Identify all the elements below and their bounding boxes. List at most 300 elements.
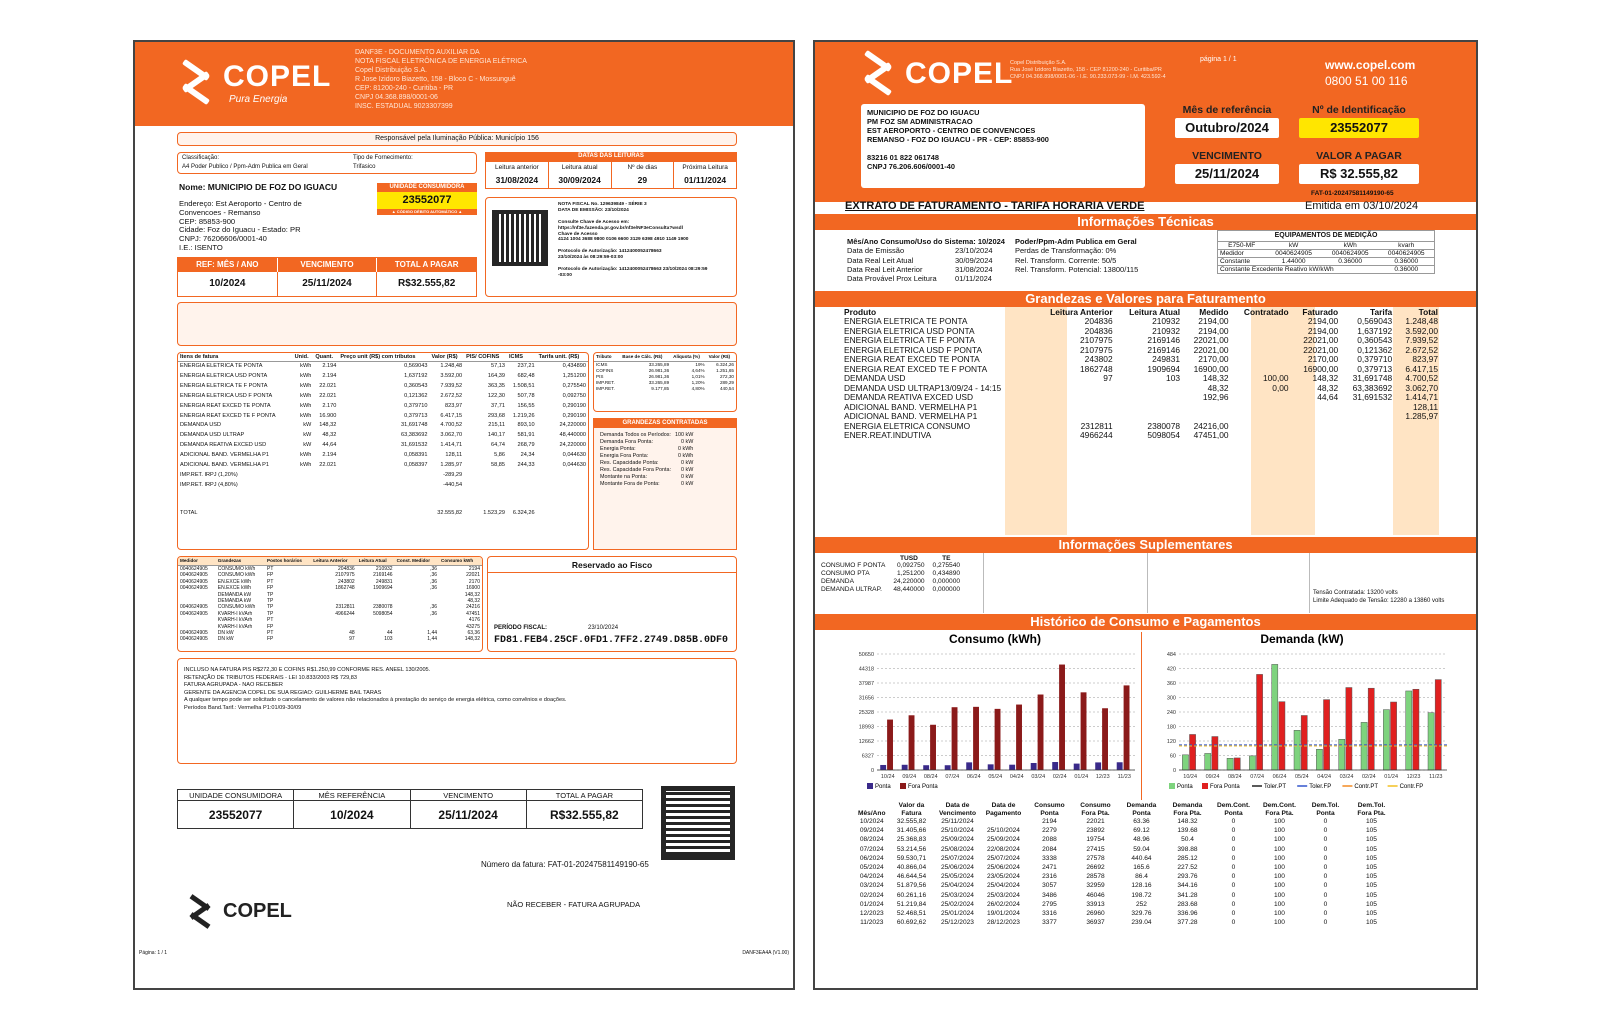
- meter-cell: 210932: [375, 566, 393, 572]
- hist-cell: 128.16: [1131, 882, 1152, 890]
- chart-title: Consumo (kWh): [949, 632, 1041, 646]
- hist-cell: 09/2024: [859, 827, 884, 835]
- meter-cell: 24216: [466, 604, 480, 611]
- tax-cell: 26.981,36: [648, 374, 670, 379]
- table-row: [178, 412, 588, 422]
- billing-cell: 210932: [1152, 325, 1181, 336]
- bar-ponta: [1249, 756, 1255, 770]
- billing-header-cell: Produto: [844, 307, 877, 317]
- tec-left-label: Data de Emissão: [847, 246, 905, 256]
- hist-cell: 48.96: [1133, 836, 1150, 844]
- meter-cell: 48,32: [467, 598, 480, 605]
- hist-cell: 105: [1365, 891, 1377, 899]
- reading-date-value: 29: [637, 175, 648, 185]
- items-cell: kWh: [300, 412, 312, 419]
- note-line: INCLUSO NA FATURA PIS R$272,30 E COFINS R$1.250,99 CONFORME RES. ANEEL 130/2005.: [184, 667, 431, 673]
- contracted-value: 100 kW: [675, 432, 694, 438]
- billing-cell: [1292, 431, 1342, 441]
- hist-cell: 0: [1231, 827, 1236, 835]
- items-cell: 0,360543: [404, 382, 428, 389]
- billing-cell: 1.285,97: [1405, 411, 1438, 421]
- sup-table: [817, 555, 964, 594]
- billing-header-cell: Leitura Atual: [1129, 307, 1181, 317]
- y-tick-label: 18993: [858, 724, 874, 731]
- hist-cell: 440.64: [1131, 854, 1152, 862]
- x-tick-label: 04/24: [1009, 774, 1024, 780]
- bar-ponta: [1406, 691, 1412, 770]
- x-tick-label: 09/24: [1205, 774, 1220, 780]
- meter-cell: 0040624905: [180, 630, 208, 637]
- billing-cell: 0,569043: [1357, 316, 1393, 326]
- hist-cell: 105: [1365, 827, 1377, 835]
- hist-cell: 25/04/2024: [986, 882, 1020, 890]
- tensao-line: Tensão Contratada: 13200 volts: [1313, 590, 1398, 596]
- website[interactable]: www.copel.com: [1325, 58, 1416, 72]
- items-cell: 0,569043: [404, 363, 428, 369]
- reading-date-label: Próxima Leitura: [682, 164, 728, 171]
- hist-cell: 0: [1231, 910, 1236, 918]
- hist-cell: 03/2024: [859, 882, 884, 890]
- billing-cell: 31,691532: [1352, 392, 1393, 402]
- billing-cell: [1034, 393, 1115, 403]
- billing-cell: 97: [1103, 373, 1113, 383]
- hist-header-cell: Valor da Fatura: [898, 802, 925, 817]
- bar-fora-ponta: [1124, 685, 1130, 770]
- hist-cell: 63.36: [1133, 818, 1150, 825]
- hist-header-cell: Data de Vencimento: [938, 802, 976, 817]
- meter-header-row: [178, 557, 482, 566]
- hist-cell: 0: [1231, 873, 1236, 881]
- items-cell: 7.939,52: [440, 382, 463, 389]
- hist-cell: 105: [1365, 845, 1377, 853]
- meter-cell: ,36: [430, 585, 438, 592]
- hist-cell: 0: [1323, 919, 1328, 927]
- copel-logo-icon: [177, 65, 215, 101]
- bar-fora-ponta: [887, 720, 893, 770]
- reading-dates-title: DATAS DAS LEITURAS: [485, 152, 737, 161]
- items-cell: 122,30: [487, 392, 505, 399]
- hist-cell: 283.68: [1177, 900, 1198, 908]
- table-row: [598, 481, 695, 488]
- items-cell: kWh: [300, 392, 312, 399]
- hist-cell: 25/03/2024: [940, 891, 974, 899]
- hist-cell: 60.261,16: [896, 891, 927, 899]
- y-tick-label: 420: [1166, 666, 1176, 673]
- billing-cell: 4.700,52: [1405, 373, 1438, 383]
- billing-cell: [1232, 327, 1292, 337]
- sup-cell: 0,092750: [897, 562, 925, 569]
- grand-title: Grandezas e Valores para Faturamento: [815, 291, 1476, 307]
- items-header-cell: ICMS: [507, 353, 537, 362]
- ref-values: [178, 272, 476, 296]
- hist-cell: 19/01/2024: [986, 910, 1020, 918]
- items-cell: kWh: [300, 363, 312, 369]
- billing-cell: DEMANDA REATIVA EXCED USD: [844, 392, 974, 402]
- x-tick-label: 04/24: [1317, 774, 1332, 780]
- meter-cell: PT: [267, 617, 274, 624]
- hist-cell: 32959: [1086, 882, 1105, 890]
- hist-cell: 22/08/2024: [986, 845, 1020, 853]
- billing-cell: [1232, 403, 1292, 413]
- meter-cell: PT: [267, 566, 274, 572]
- tec-left-value: 31/08/2024: [955, 264, 993, 274]
- legend-label: Ponta: [1177, 784, 1193, 790]
- meter-cell: PT: [267, 630, 274, 637]
- billing-cell: 148,32: [1202, 373, 1229, 383]
- contracted-label: Energia Ponta:: [600, 446, 636, 452]
- tax-cell: 9.177,85: [651, 386, 670, 391]
- billing-cell: ENERGIA ELETRICA USD F PONTA: [844, 344, 983, 355]
- note-line: FATURA AGRUPADA - NAO RECEBER: [184, 682, 283, 689]
- contracted-label: Montante na Ponta:: [600, 474, 648, 480]
- equip-table: [1218, 242, 1434, 273]
- table-row: [178, 402, 588, 412]
- address-line: Endereço: Est Aeroporto - Centro de: [179, 199, 302, 208]
- billing-cell: ENERGIA ELETRICA CONSUMO: [844, 420, 971, 431]
- tec-mid: [1015, 237, 1138, 274]
- hist-cell: 239.04: [1131, 919, 1152, 927]
- nao-receber: NÃO RECEBER - FATURA AGRUPADA: [507, 900, 641, 909]
- contracted-label: Demanda Fora Ponta:: [600, 439, 654, 445]
- legend-swatch: [1202, 783, 1208, 789]
- hist-cell: 344.16: [1177, 882, 1198, 890]
- items-cell: 0,058397: [404, 462, 428, 469]
- uc-note: ▲ CÓDIGO DÉBITO AUTOMÁTICO ▲: [377, 209, 477, 215]
- hist-cell: 60.692,62: [896, 919, 927, 927]
- bar-ponta: [988, 764, 994, 770]
- bottom-value: 10/2024: [293, 801, 409, 828]
- items-cell: [293, 509, 314, 519]
- page-label: Página: 1 / 1: [139, 950, 168, 956]
- sup-cell: 24,220000: [893, 578, 925, 585]
- copel-logo: [177, 60, 331, 105]
- tec-left-row: [847, 237, 1005, 246]
- table-row: [598, 439, 695, 446]
- hist-cell: 0: [1323, 818, 1328, 825]
- hist-cell: 100: [1273, 864, 1285, 872]
- meter-cell: ,36: [430, 604, 438, 611]
- table-row: [178, 431, 588, 441]
- y-tick-label: 50650: [858, 652, 874, 658]
- hist-cell: 25/09/2024: [986, 836, 1020, 844]
- table-row: [178, 566, 482, 573]
- fisco-period-label: PERÍODO FISCAL:: [494, 625, 548, 631]
- items-cell: 1.248,48: [440, 363, 463, 369]
- contracted-label: Demanda Todos os Períodos:: [600, 432, 671, 438]
- billing-cell: 2194,00: [1198, 316, 1229, 326]
- sup-cell: 0,000000: [932, 586, 961, 593]
- hist-header-cell: Demanda Ponta: [1126, 802, 1157, 817]
- items-cell: [338, 481, 429, 491]
- tipo-label: Tipo de Fornecimento:: [353, 155, 413, 161]
- items-header-cell: Valor (R$): [429, 353, 464, 362]
- items-cell: kWh: [300, 402, 312, 409]
- meter-cell: ,36: [430, 572, 438, 579]
- nf-line: Chave de Acesso: [558, 231, 598, 237]
- hist-cell: 27578: [1086, 854, 1105, 862]
- hist-cell: 26/02/2024: [986, 900, 1020, 908]
- legend-swatch: [900, 783, 906, 789]
- bar-fora-ponta: [1102, 708, 1108, 770]
- billing-cell: 7.939,52: [1405, 335, 1438, 345]
- hist-cell: 0: [1323, 900, 1328, 908]
- tax-cell: PIS: [596, 374, 604, 379]
- meter-cell: 16900: [466, 585, 480, 592]
- tax-header-cell: Tributo: [594, 353, 620, 362]
- right-copel-logo-icon: [859, 56, 897, 92]
- hist-header-cell: Mês/Ano: [858, 809, 886, 817]
- billing-cell: 44,64: [1317, 392, 1339, 402]
- bottom-header: TOTAL A PAGAR: [526, 790, 642, 800]
- tax-cell: IMP.RET.: [596, 380, 615, 385]
- x-tick-label: 02/24: [1052, 774, 1067, 780]
- table-row: [855, 863, 1394, 872]
- items-cell: 215,11: [488, 422, 505, 429]
- items-cell: 128,11: [445, 452, 463, 459]
- table-row: [598, 432, 695, 439]
- billing-cell: [1341, 422, 1395, 432]
- table-row: [598, 474, 695, 481]
- items-total-row: [178, 509, 588, 519]
- hist-cell: 100: [1273, 873, 1285, 881]
- hist-cell: 227.52: [1177, 864, 1198, 872]
- items-cell: 244,33: [517, 462, 535, 469]
- items-cell: 0,379710: [404, 402, 428, 409]
- nf-line: NOTA FISCAL No. 129639849 - SÉRIE 3: [558, 202, 647, 207]
- table-row: [178, 392, 588, 402]
- contracted-value: 0 kW: [681, 439, 694, 445]
- billing-cell: 192,96: [1202, 392, 1229, 402]
- meter-cell: KVARH-I kVArh: [217, 610, 253, 617]
- hist-cell: 100: [1273, 910, 1285, 918]
- hist-cell: 100: [1273, 836, 1285, 844]
- meter-cell: CONSUMO kWh: [217, 566, 256, 572]
- x-tick-label: 12/23: [1095, 774, 1110, 780]
- hist-cell: 100: [1273, 854, 1285, 862]
- emitida: Emitida em 03/10/2024: [1305, 200, 1419, 212]
- items-cell: 57,13: [490, 363, 505, 369]
- billing-cell: 2169146: [1147, 335, 1181, 345]
- items-cell: ENERGIA ELETRICA TE F PONTA: [180, 382, 268, 389]
- tax-cell: 4,80%: [691, 386, 705, 391]
- billing-cell: [1292, 403, 1342, 413]
- bar-fora-ponta: [1189, 734, 1195, 770]
- sup-cell: CONSUMO F PONTA: [821, 562, 886, 569]
- hist-cell: 10/2024: [859, 818, 884, 825]
- hist-cell: 0: [1323, 910, 1328, 918]
- contracted-box: [593, 418, 737, 550]
- tec-mid-line: Rel. Transform. Potencial: 13800/115: [1015, 264, 1139, 274]
- hist-cell: 3316: [1042, 910, 1057, 918]
- billing-cell: ENERGIA ELETRICA TE F PONTA: [844, 335, 975, 345]
- hist-cell: 50.4: [1181, 836, 1194, 844]
- tec-mid-line: Rel. Transform. Corrente: 50/5: [1015, 255, 1117, 265]
- lighting-note: Responsável pela Iluminação Pública: Município 156: [177, 132, 737, 146]
- items-cell: 24,220000: [559, 422, 586, 429]
- bar-fora-ponta: [1038, 695, 1044, 770]
- valor-box: [1299, 150, 1419, 184]
- table-row: [855, 845, 1394, 854]
- hist-cell: 329.76: [1131, 910, 1152, 918]
- bar-fora-ponta: [1016, 705, 1022, 770]
- meter-header-cell: Medidor: [178, 557, 216, 566]
- billing-cell: 48,32: [1207, 382, 1229, 393]
- items-cell: 3.062,70: [440, 432, 463, 439]
- issuer-line: CNPJ 04.368.898/0001-06: [355, 94, 438, 101]
- x-tick-label: 06/24: [966, 774, 981, 780]
- bar-ponta: [1294, 730, 1300, 770]
- hist-cell: 105: [1365, 854, 1377, 862]
- hist-cell: 25/07/2024: [986, 854, 1020, 862]
- billing-cell: ENERGIA ELETRICA USD PONTA: [844, 325, 975, 336]
- note-line: Períodos Band.Tarif.: Vermelha P1:01/09-30/09: [184, 704, 302, 711]
- table-row: [855, 835, 1394, 844]
- x-tick-label: 01/24: [1074, 774, 1089, 780]
- billing-cell: 3.592,00: [1405, 325, 1438, 336]
- message-box: [177, 302, 737, 346]
- items-cell: DEMANDA USD ULTRAP: [180, 432, 245, 439]
- contracted-table: [598, 432, 695, 488]
- legend-swatch: [867, 783, 873, 789]
- items-cell: 22.021: [319, 392, 337, 399]
- items-cell: [464, 471, 507, 481]
- legend-swatch: [1169, 783, 1175, 789]
- items-cell: ADICIONAL BAND. VERMELHA P1: [180, 462, 270, 469]
- fisco-period-value: 23/10/2024: [588, 625, 619, 631]
- tax-cell: ICMS: [596, 362, 608, 367]
- equip-cell: 0040624905: [1322, 250, 1379, 258]
- items-cell: 1.508,51: [512, 382, 535, 389]
- billing-cell: 48,32: [1317, 382, 1339, 393]
- items-cell: 22.021: [319, 462, 337, 469]
- hist-cell: 105: [1365, 836, 1377, 844]
- hist-cell: 12/2023: [859, 910, 884, 918]
- items-cell: [537, 481, 588, 491]
- hist-cell: 25/05/2024: [940, 873, 974, 881]
- legend-label: Fora Ponta: [1210, 784, 1240, 790]
- items-cell: DEMANDA REATIVA EXCED USD: [180, 442, 267, 449]
- hist-cell: 3377: [1042, 919, 1057, 927]
- items-cell: 893,10: [517, 422, 535, 429]
- meter-cell: 103: [384, 636, 393, 643]
- bottom-values: [177, 801, 643, 829]
- billing-header-cell: Medido: [1199, 307, 1229, 317]
- hist-cell: 2084: [1042, 845, 1057, 853]
- table-row: [178, 362, 588, 372]
- hist-header-row: [855, 802, 1394, 817]
- table-row: [855, 918, 1394, 927]
- billing-cell: 24216,00: [1193, 420, 1229, 431]
- ref-box: [177, 257, 477, 297]
- client-line: EST AEROPORTO - CENTRO DE CONVENCOES: [867, 126, 1036, 135]
- billing-cell: 22021,00: [1303, 335, 1339, 345]
- hist-cell: 2088: [1042, 836, 1057, 844]
- nf-line: https://nf3e.fazenda.pr.gov.br/nf3e/NF3eConsulta?wsdl: [558, 225, 683, 231]
- items-cell: 2.194: [322, 452, 337, 459]
- billing-cell: [1232, 431, 1292, 441]
- meter-cell: 22021: [466, 572, 480, 579]
- bottom-summary: [177, 789, 643, 829]
- hist-cell: 40.866,04: [896, 864, 927, 872]
- hist-cell: 52.468,51: [896, 910, 927, 918]
- table-row: [855, 891, 1394, 900]
- bar-fora-ponta: [1081, 692, 1087, 770]
- meter-cell: 47451: [466, 610, 480, 617]
- billing-cell: [1116, 384, 1183, 394]
- table-row: [855, 900, 1394, 909]
- billing-cell: 2194,00: [1307, 325, 1339, 336]
- hist-cell: 06/2024: [859, 854, 884, 862]
- reading-date-label: Leitura atual: [561, 164, 598, 171]
- hist-cell: 0: [1323, 854, 1328, 862]
- reading-dates-row: [485, 161, 737, 189]
- page-number: página 1 / 1: [1200, 56, 1237, 63]
- equip-cell: Constante Excedente Reativo kW/kWh: [1218, 266, 1378, 274]
- items-cell: [507, 481, 537, 491]
- copel-logo-text: COPEL: [223, 60, 332, 93]
- nf-line: Protocolo de Autorização: 1412400052478663: [558, 249, 662, 255]
- y-tick-label: 240: [1166, 710, 1176, 716]
- y-tick-label: 12662: [858, 739, 874, 745]
- hist-cell: 22021: [1086, 818, 1105, 825]
- hist-cell: 398.88: [1177, 845, 1198, 853]
- meter-cell: FP: [267, 572, 274, 579]
- items-cell: 6.417,15: [440, 412, 463, 419]
- items-cell: 237,21: [517, 363, 535, 369]
- hist-cell: 105: [1365, 818, 1377, 825]
- billing-cell: [1341, 412, 1395, 422]
- billing-cell: 22021,00: [1193, 335, 1229, 345]
- hist-cell: 139.68: [1177, 827, 1198, 835]
- note-line: GERENTE DA AGENCIA COPEL DE SUA REGIAO: GUILHERME BAIL TARAS: [184, 689, 382, 696]
- items-cell: 0,434890: [562, 363, 586, 369]
- y-tick-label: 484: [1166, 652, 1176, 658]
- meter-cell: 2170: [468, 578, 480, 585]
- table-row: [1218, 266, 1434, 274]
- fisco-box: [487, 556, 737, 652]
- tax-cell: 33.265,89: [648, 362, 670, 367]
- consumo-chart: [845, 630, 1145, 800]
- bottom-value: 25/11/2024: [410, 801, 526, 828]
- nf-info: [558, 202, 707, 279]
- hist-cell: [980, 817, 1026, 826]
- tipo-value: Trifasico: [353, 164, 376, 170]
- legend-label: Ponta: [875, 784, 891, 790]
- meter-header-cell: Const. Medidor: [395, 557, 439, 566]
- hist-cell: 27415: [1086, 845, 1105, 853]
- bar-fora-ponta: [952, 707, 958, 770]
- ref-value: 10/2024: [209, 278, 246, 289]
- billing-cell: 2107975: [1080, 344, 1113, 355]
- billing-cell: 2.672,52: [1405, 344, 1438, 355]
- items-cell: [313, 509, 338, 519]
- meter-cell: ,36: [430, 578, 438, 585]
- sup-cell: DEMANDA: [821, 578, 854, 585]
- items-header-cell: Unid.: [293, 353, 314, 362]
- hist-cell: 100: [1273, 919, 1285, 927]
- hist-cell: 69.12: [1133, 827, 1150, 835]
- client-line: PM FOZ SM ADMINISTRACAO: [867, 117, 973, 126]
- items-cell: 0,058391: [404, 452, 428, 459]
- meter-header-cell: Grandezas: [216, 557, 265, 566]
- hist-cell: 05/2024: [859, 864, 884, 872]
- hist-cell: 293.76: [1177, 873, 1198, 881]
- meter-cell: EN.EXCE kWh: [217, 585, 252, 592]
- items-cell: 48,32: [322, 432, 337, 439]
- meter-cell: ,36: [430, 610, 438, 617]
- hist-cell: 105: [1365, 873, 1377, 881]
- footer-logo: [187, 898, 292, 924]
